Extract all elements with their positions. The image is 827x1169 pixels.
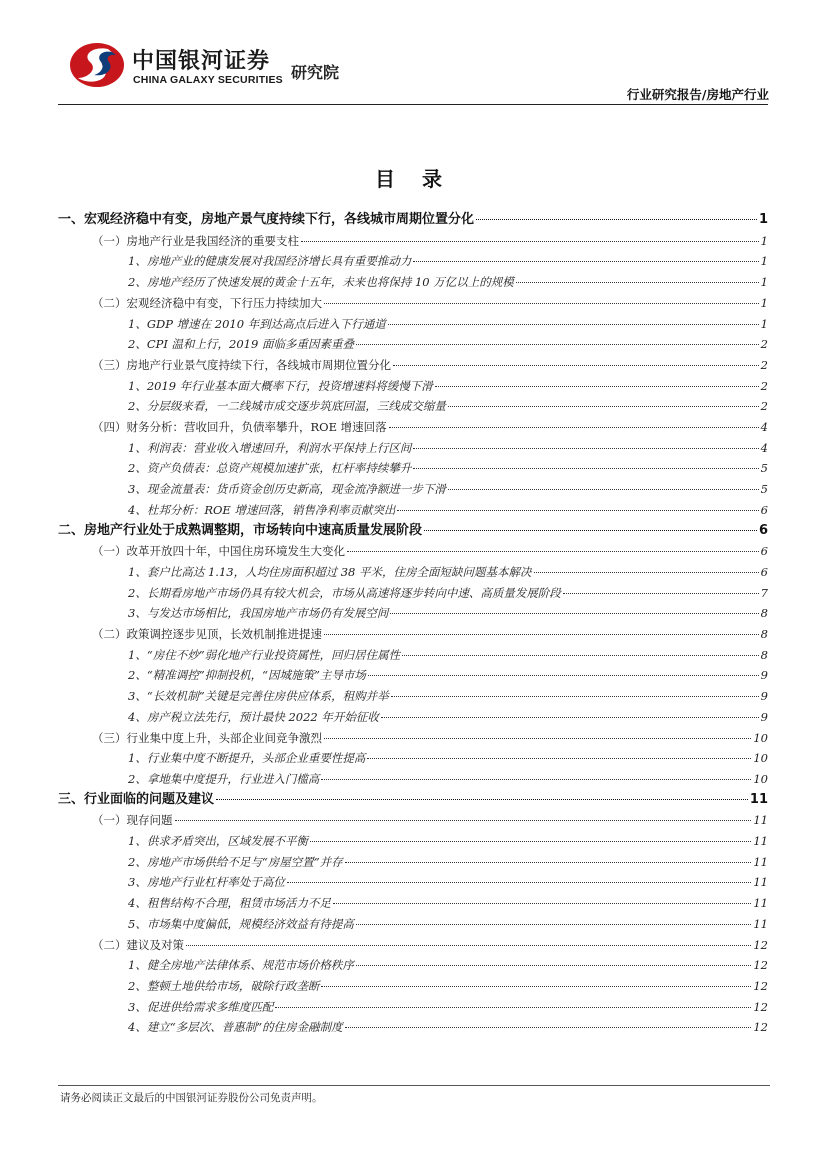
toc-entry-title: 1、行业集中度不断提升，头部企业重要性提高 — [128, 751, 366, 766]
toc-entry-title: 4、租售结构不合理，租赁市场活力不足 — [128, 896, 331, 911]
toc-entry-level-3[interactable] — [128, 562, 768, 582]
toc-page-number: 7 — [760, 585, 768, 600]
toc-leader-dots — [424, 530, 757, 531]
toc-entry-level-3[interactable] — [128, 500, 768, 520]
toc-entry-level-3[interactable] — [128, 645, 768, 665]
toc-page-number: 1 — [760, 316, 768, 331]
toc-leader-dots — [275, 1007, 751, 1008]
toc-entry-title: 1、“房住不炒”弱化地产行业投资属性，回归居住属性 — [128, 647, 401, 662]
toc-page-number: 8 — [760, 606, 768, 621]
toc-page-number: 1 — [760, 233, 768, 248]
toc-entry-level-3[interactable] — [128, 314, 768, 334]
toc-leader-dots — [175, 820, 752, 821]
toc-page-number: 1 — [758, 212, 768, 227]
toc-leader-dots — [391, 696, 759, 697]
toc-leader-dots — [310, 841, 752, 842]
toc-entry-level-3[interactable] — [128, 1017, 768, 1037]
toc-page-number: 2 — [760, 399, 768, 414]
toc-entry-level-2[interactable] — [92, 293, 768, 313]
toc-page-number: 9 — [760, 709, 768, 724]
toc-page-number: 10 — [753, 771, 768, 786]
toc-page-number: 8 — [760, 647, 768, 662]
toc-leader-dots — [356, 965, 752, 966]
toc-page-number: 6 — [758, 522, 768, 538]
toc-leader-dots — [345, 1027, 752, 1028]
toc-entry-title: （二）政策调控逐步见顶，长效机制推进提速 — [92, 627, 322, 641]
toc-entry-title: 3、现金流量表：货币资金创历史新高，现金流净额进一步下滑 — [128, 482, 446, 497]
toc-entry-level-2[interactable] — [92, 935, 768, 955]
toc-entry-title: （二）宏观经济稳中有变，下行压力持续加大 — [92, 295, 322, 310]
toc-entry-level-3[interactable] — [128, 955, 768, 975]
toc-entry-level-3[interactable] — [128, 769, 768, 789]
toc-entry-title: 3、促进供给需求多维度匹配 — [128, 999, 274, 1014]
toc-entry-title: 3、房地产行业杠杆率处于高位 — [128, 875, 285, 890]
toc-page-number: 12 — [753, 937, 768, 952]
toc-entry-title: 2、分层级来看，一二线城市成交逐步筑底回温，三线成交缩量 — [128, 399, 446, 414]
toc-leader-dots — [413, 468, 758, 469]
toc-entry-title: （四）财务分析：营收回升，负债率攀升，ROE 增速回落 — [92, 420, 387, 434]
toc-entry-level-3[interactable] — [128, 686, 768, 706]
toc-entry-title: 2、CPI 温和上行，2019 面临多重因素重叠 — [128, 337, 354, 352]
toc-page-number: 1 — [760, 275, 768, 290]
toc-entry-level-3[interactable] — [128, 603, 768, 623]
toc-leader-dots — [301, 241, 759, 242]
toc-leader-dots — [397, 510, 758, 511]
toc-entry-title: 4、建立“多层次、普惠制”的住房金融制度 — [128, 1020, 343, 1035]
toc-leader-dots — [534, 572, 759, 573]
toc-entry-level-3[interactable] — [128, 583, 768, 603]
toc-entry-level-2[interactable] — [92, 417, 768, 437]
toc-entry-title: 2、长期看房地产市场仍具有较大机会，市场从高速将逐步转向中速、高质量发展阶段 — [128, 585, 561, 600]
toc-entry-title: 2、整顿土地供给市场，破除行政垄断 — [128, 978, 320, 993]
toc-entry-level-3[interactable] — [128, 914, 768, 934]
toc-entry-level-3[interactable] — [128, 458, 768, 478]
toc-entry-level-2[interactable] — [92, 728, 768, 748]
toc-page-number: 1 — [760, 254, 768, 269]
toc-entry-level-3[interactable] — [128, 272, 768, 292]
toc-entry-level-3[interactable] — [128, 831, 768, 851]
toc-leader-dots — [333, 903, 752, 904]
toc-page-number: 11 — [753, 813, 768, 828]
toc-page-number: 11 — [753, 875, 768, 890]
toc-page-number: 9 — [760, 668, 768, 683]
toc-page-number: 10 — [753, 730, 768, 745]
toc-entry-level-3[interactable] — [128, 707, 768, 727]
toc-entry-title: 1、套户比高达 1.13，人均住房面积超过 38 平米，住房全面短缺问题基本解决 — [128, 564, 532, 579]
report-type-label: 行业研究报告/房地产行业 — [626, 87, 769, 102]
toc-page-number: 11 — [749, 791, 768, 807]
header-divider — [58, 104, 768, 105]
toc-entry-level-2[interactable] — [92, 231, 768, 251]
toc-entry-level-1[interactable] — [58, 790, 768, 810]
toc-leader-dots — [388, 324, 759, 325]
toc-page-number: 12 — [753, 1020, 768, 1035]
toc-page-number: 2 — [760, 357, 768, 372]
toc-page-number: 8 — [760, 627, 768, 641]
toc-entry-level-3[interactable] — [128, 997, 768, 1017]
toc-entry-title: 1、GDP 增速在 2010 年到达高点后进入下行通道 — [128, 316, 386, 331]
toc-leader-dots — [381, 717, 759, 718]
toc-page-number: 5 — [760, 461, 768, 476]
toc-leader-dots — [476, 219, 757, 220]
toc-entry-title: 三、行业面临的问题及建议 — [58, 791, 215, 807]
toc-leader-dots — [321, 986, 751, 987]
footer-disclaimer: 请务必阅读正文最后的中国银河证券股份公司免责声明。 — [60, 1092, 323, 1104]
toc-leader-dots — [287, 882, 752, 883]
toc-leader-dots — [356, 924, 752, 925]
toc-leader-dots — [435, 386, 759, 387]
toc-entry-level-2[interactable] — [92, 624, 768, 644]
brand-name-en: CHINA GALAXY SECURITIES — [133, 74, 283, 86]
toc-entry-level-3[interactable] — [128, 396, 768, 416]
toc-page-number: 12 — [753, 958, 768, 973]
toc-leader-dots — [324, 303, 759, 304]
toc-leader-dots — [563, 593, 759, 594]
toc-entry-title: 5、市场集中度偏低，规模经济效益有待提高 — [128, 916, 354, 931]
toc-page-number: 6 — [760, 544, 768, 559]
toc-entry-level-3[interactable] — [128, 438, 768, 458]
toc-page-number: 6 — [760, 564, 768, 579]
toc-entry-title: 4、房产税立法先行，预计最快 2022 年开始征收 — [128, 709, 379, 724]
toc-entry-title: 3、“长效机制”关键是完善住房供应体系，租购并举 — [128, 689, 389, 704]
toc-entry-level-1[interactable] — [58, 521, 768, 541]
toc-entry-level-3[interactable] — [128, 251, 768, 271]
toc-page-number: 6 — [760, 502, 768, 517]
toc-entry-title: （一）房地产行业是我国经济的重要支柱 — [92, 233, 299, 248]
toc-entry-title: 2、拿地集中度提升，行业进入门槛高 — [128, 771, 320, 786]
toc-entry-level-3[interactable] — [128, 872, 768, 892]
toc-leader-dots — [367, 758, 751, 759]
toc-leader-dots — [324, 634, 759, 635]
toc-entry-level-3[interactable] — [128, 665, 768, 685]
toc-entry-level-2[interactable] — [92, 541, 768, 561]
toc-entry-title: 2、资产负债表：总资产规模加速扩张，杠杆率持续攀升 — [128, 461, 412, 476]
toc-leader-dots — [216, 799, 748, 800]
toc-leader-dots — [321, 779, 751, 780]
toc-entry-level-3[interactable] — [128, 976, 768, 996]
toc-leader-dots — [413, 448, 758, 449]
toc-leader-dots — [516, 282, 759, 283]
toc-entry-title: （一）现存问题 — [92, 813, 173, 828]
toc-entry-title: 1、利润表：营业收入增速回升，利润水平保持上行区间 — [128, 440, 412, 455]
toc-leader-dots — [413, 261, 758, 262]
toc-leader-dots — [448, 406, 759, 407]
toc-entry-level-3[interactable] — [128, 376, 768, 396]
brand-name-cn: 中国银河证券 — [132, 49, 271, 74]
toc-entry-title: 1、供求矛盾突出，区域发展不平衡 — [128, 834, 308, 848]
toc-entry-title: 3、与发达市场相比，我国房地产市场仍有发展空间 — [128, 606, 389, 621]
toc-entry-title: （三）行业集中度上升，头部企业间竞争激烈 — [92, 730, 322, 745]
toc-leader-dots — [345, 862, 752, 863]
galaxy-logo-icon — [68, 40, 126, 90]
toc-page-number: 12 — [753, 978, 768, 993]
toc-leader-dots — [402, 655, 759, 656]
toc-leader-dots — [389, 427, 759, 428]
toc-entry-level-1[interactable] — [58, 210, 768, 230]
toc-entry-title: 2、房地产经历了快速发展的黄金十五年，未来也将保持 10 万亿以上的规模 — [128, 275, 514, 290]
toc-leader-dots — [186, 945, 751, 946]
toc-entry-title: （三）房地产行业景气度持续下行，各线城市周期位置分化 — [92, 357, 391, 372]
toc-entry-title: 一、宏观经济稳中有变，房地产景气度持续下行，各线城市周期位置分化 — [58, 212, 475, 227]
toc-entry-level-3[interactable] — [128, 852, 768, 872]
toc-entry-title: （二）建议及对策 — [92, 937, 184, 952]
toc-leader-dots — [448, 489, 759, 490]
toc-page-number: 2 — [760, 378, 768, 393]
toc-entry-title: 4、杜邦分析：ROE 增速回落，销售净利率贡献突出 — [128, 502, 396, 517]
toc-page-number: 10 — [753, 751, 768, 766]
institute-label: 研究院 — [291, 63, 340, 82]
toc-page-number: 4 — [760, 440, 768, 455]
toc-entry-title: 1、房地产业的健康发展对我国经济增长具有重要推动力 — [128, 254, 412, 269]
toc-entry-title: （一）改革开放四十年，中国住房环境发生大变化 — [92, 544, 345, 559]
toc-entry-level-2[interactable] — [92, 810, 768, 830]
toc-page-number: 11 — [753, 916, 768, 931]
toc-page-number: 1 — [760, 295, 768, 310]
toc-entry-level-2[interactable] — [92, 355, 768, 375]
toc-leader-dots — [324, 738, 751, 739]
footer-divider — [58, 1085, 770, 1086]
toc-entry-title: 1、2019 年行业基本面大概率下行，投资增速料将缓慢下滑 — [128, 378, 433, 393]
toc-leader-dots — [390, 613, 758, 614]
toc-entry-level-3[interactable] — [128, 748, 768, 768]
toc-entry-level-3[interactable] — [128, 334, 768, 354]
toc-entry-title: 1、健全房地产法律体系、规范市场价格秩序 — [128, 958, 354, 973]
toc-page-number: 2 — [760, 337, 768, 352]
toc-page-number: 5 — [760, 482, 768, 497]
toc-title: 目 录 — [375, 167, 452, 191]
toc-entry-level-3[interactable] — [128, 893, 768, 913]
page-header — [0, 0, 827, 108]
toc-page-number: 9 — [760, 689, 768, 704]
toc-leader-dots — [368, 675, 759, 676]
toc-entry-title: 2、房地产市场供给不足与“房屋空置”并存 — [128, 854, 343, 869]
toc-page-number: 12 — [753, 999, 768, 1014]
toc-entry-level-3[interactable] — [128, 479, 768, 499]
toc-page-number: 4 — [760, 420, 768, 434]
toc-entry-title: 2、“精准调控”抑制投机，“因城施策”主导市场 — [128, 668, 366, 683]
toc-leader-dots — [356, 344, 759, 345]
toc-entry-title: 二、房地产行业处于成熟调整期，市场转向中速高质量发展阶段 — [58, 522, 423, 538]
toc-leader-dots — [347, 551, 759, 552]
toc-page-number: 11 — [753, 896, 768, 911]
toc-page-number: 11 — [753, 834, 768, 848]
toc-leader-dots — [393, 365, 759, 366]
toc-page-number: 11 — [753, 854, 768, 869]
